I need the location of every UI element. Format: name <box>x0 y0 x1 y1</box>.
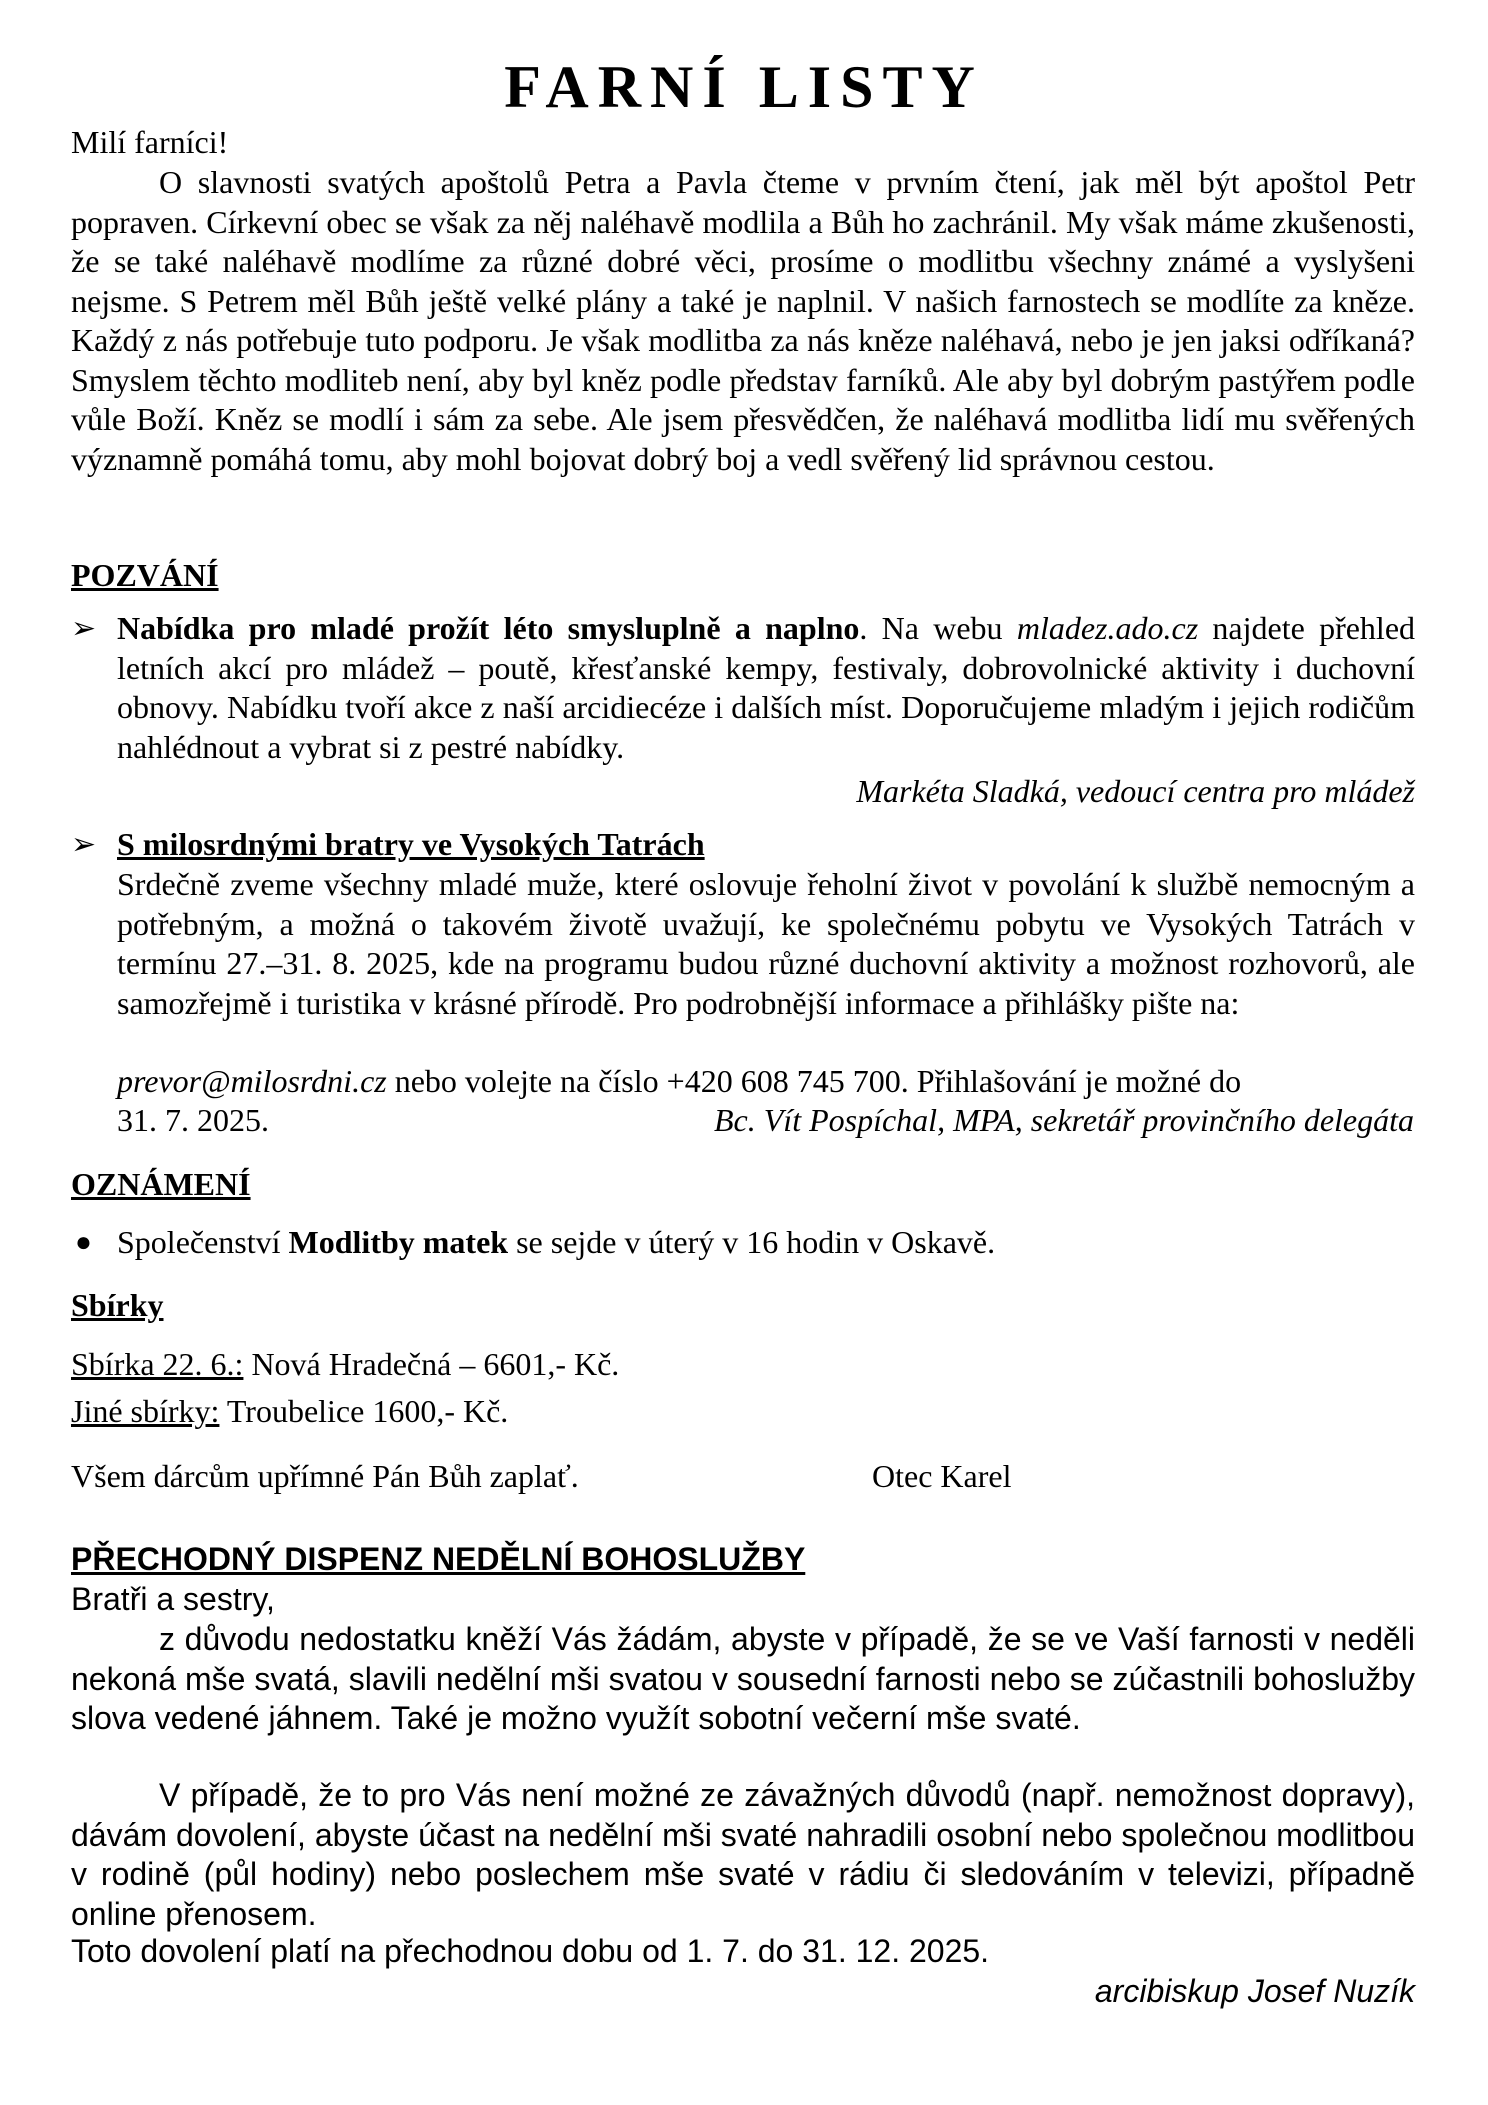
collection-row-1-label: Sbírka 22. 6.: <box>71 1346 244 1382</box>
section-heading-sbirky: Sbírky <box>71 1287 164 1323</box>
dispenz-salutation: Bratři a sestry, <box>71 1581 275 1617</box>
intro-paragraph: O slavnosti svatých apoštolů Petra a Pavla čteme v prvním čtení, jak měl být apoštol Petr popraven. Církevní obec se však za něj naléhavě modlila a Bůh ho zachránil. My však máme zkušenosti, že se také naléhavě modlíme za různé dobré věci, prosíme o modlitbu všechny známé a vyslyšeni nejsme. S Petrem měl Bůh ještě velké plány a také je naplnil. V našich farnostech se modlíte za kněze. Každý z nás potřebuje tuto podporu. Je však modlitba za nás kněze naléhavá, nebo je jen jaksi odříkaná? Smyslem těchto modliteb není, aby byl kněz podle představ farníků. Ale aby byl dobrým pastýřem podle vůle Boží. Kněz se modlí i sám za sebe. Ale jsem přesvědčen, že naléhavá modlitba lidí mu svěřených významně pomáhá tomu, aby mohl bojovat dobrý boj a vedl svěřený lid správnou cestou. <box>71 164 1415 477</box>
invitation-item-tatry <box>71 825 1415 865</box>
arrow-bullet-icon: ➢ <box>71 828 97 861</box>
announcement-text-a: Společenství <box>117 1224 289 1260</box>
dispenz-paragraph-1: z důvodu nedostatku kněží Vás žádám, abyste v případě, že se ve Vaší farnosti v neděli nekoná mše svatá, slavili nedělní mši svatou v sousední farnosti nebo se zúčastnili bohoslužby slova vedené jáhnem. Také je možno využít sobotní večerní mše svaté. <box>71 1621 1415 1736</box>
invitation-item-youth-lead: Nabídka pro mladé prožít léto smysluplně a naplno <box>117 610 860 646</box>
invitation-item-youth <box>71 609 1415 789</box>
thanks-line: Všem dárcům upřímné Pán Bůh zaplať. <box>71 1458 579 1494</box>
dot-bullet-icon: ● <box>75 1227 92 1258</box>
email-link[interactable]: prevor@milosrdni.cz <box>117 1063 387 1099</box>
contact-line <box>117 1062 1415 1102</box>
signature-pospichal: Bc. Vít Pospíchal, MPA, sekretář provinčního delegáta <box>714 1102 1414 1138</box>
announcement-item <box>71 1223 1415 1263</box>
invitation-item-tatry-heading: S milosrdnými bratry ve Vysokých Tatrách <box>117 826 705 862</box>
invitation-item-tatry-text: Srdečně zveme všechny mladé muže, které oslovuje řeholní život v povolání k službě nemocným a potřebným, a možná o takovém životě uvažují, ke společnému pobytu ve Vysokých Tatrách v termínu 27.–31. 8. 2025, kde na programu budou různé duchovní aktivity a možnost rozhovorů, ale samozřejmě i turistika v krásné přírodě. Pro podrobnější informace a přihlášky pište na: <box>117 866 1415 1021</box>
invitation-item-youth-text-b: najdete přehled letních akcí pro mládež – poutě, křesťanské kempy, festivaly, dobrovolnické aktivity i duchovní obnovy. Nabídku tvoří akce z naší arcidiecéze i dalších míst. Doporučujeme mladým i jejich rodičům nahlédnout a vybrat si z pestré nabídky. <box>117 610 1416 765</box>
section-heading-oznameni: OZNÁMENÍ <box>71 1166 251 1202</box>
page-title: FARNÍ LISTY <box>504 54 984 120</box>
announcement-text <box>117 1223 1415 1263</box>
invitation-item-youth-text <box>117 609 1415 767</box>
website-link[interactable]: mladez.ado.cz <box>1016 610 1199 646</box>
announcement-text-b: se sejde v úterý v 16 hodin v Oskavě. <box>508 1224 996 1260</box>
announcement-bold: Modlitby matek <box>288 1224 509 1260</box>
collection-row-2-text: Troubelice 1600,- Kč. <box>219 1393 509 1429</box>
section-heading-pozvani: POZVÁNÍ <box>71 557 219 593</box>
signature-archbishop: arcibiskup Josef Nuzík <box>1094 1973 1415 2009</box>
dispenz-paragraph-2: V případě, že to pro Vás není možné ze závažných důvodů (např. nemožnost dopravy), dávám dovolení, abyste účast na nedělní mši svaté nahradili osobní nebo společnou modlitbou v rodině (půl hodiny) nebo poslechem mše svaté v rádiu či sledováním v televizi, případně online přenosem. <box>71 1777 1415 1932</box>
arrow-bullet-icon: ➢ <box>71 612 97 645</box>
section-heading-dispenz: PŘECHODNÝ DISPENZ NEDĚLNÍ BOHOSLUŽBY <box>71 1541 806 1577</box>
signature-otec-karel: Otec Karel <box>872 1458 1012 1494</box>
collection-row-1 <box>71 1345 1415 1385</box>
signature-sladka: Markéta Sladká, vedoucí centra pro mládež <box>856 773 1415 809</box>
contact-line-text: nebo volejte na číslo +420 608 745 700. Přihlašování je možné do <box>386 1063 1242 1099</box>
collection-row-1-text: Nová Hradečná – 6601,- Kč. <box>243 1346 620 1382</box>
invitation-item-youth-text-a: . Na webu <box>859 610 1017 646</box>
collection-row-2 <box>71 1392 1415 1432</box>
registration-deadline: 31. 7. 2025. <box>117 1102 269 1138</box>
dispenz-validity: Toto dovolení platí na přechodnou dobu od 1. 7. do 31. 12. 2025. <box>71 1933 990 1969</box>
collection-row-2-label: Jiné sbírky: <box>71 1393 220 1429</box>
greeting: Milí farníci! <box>71 124 229 160</box>
